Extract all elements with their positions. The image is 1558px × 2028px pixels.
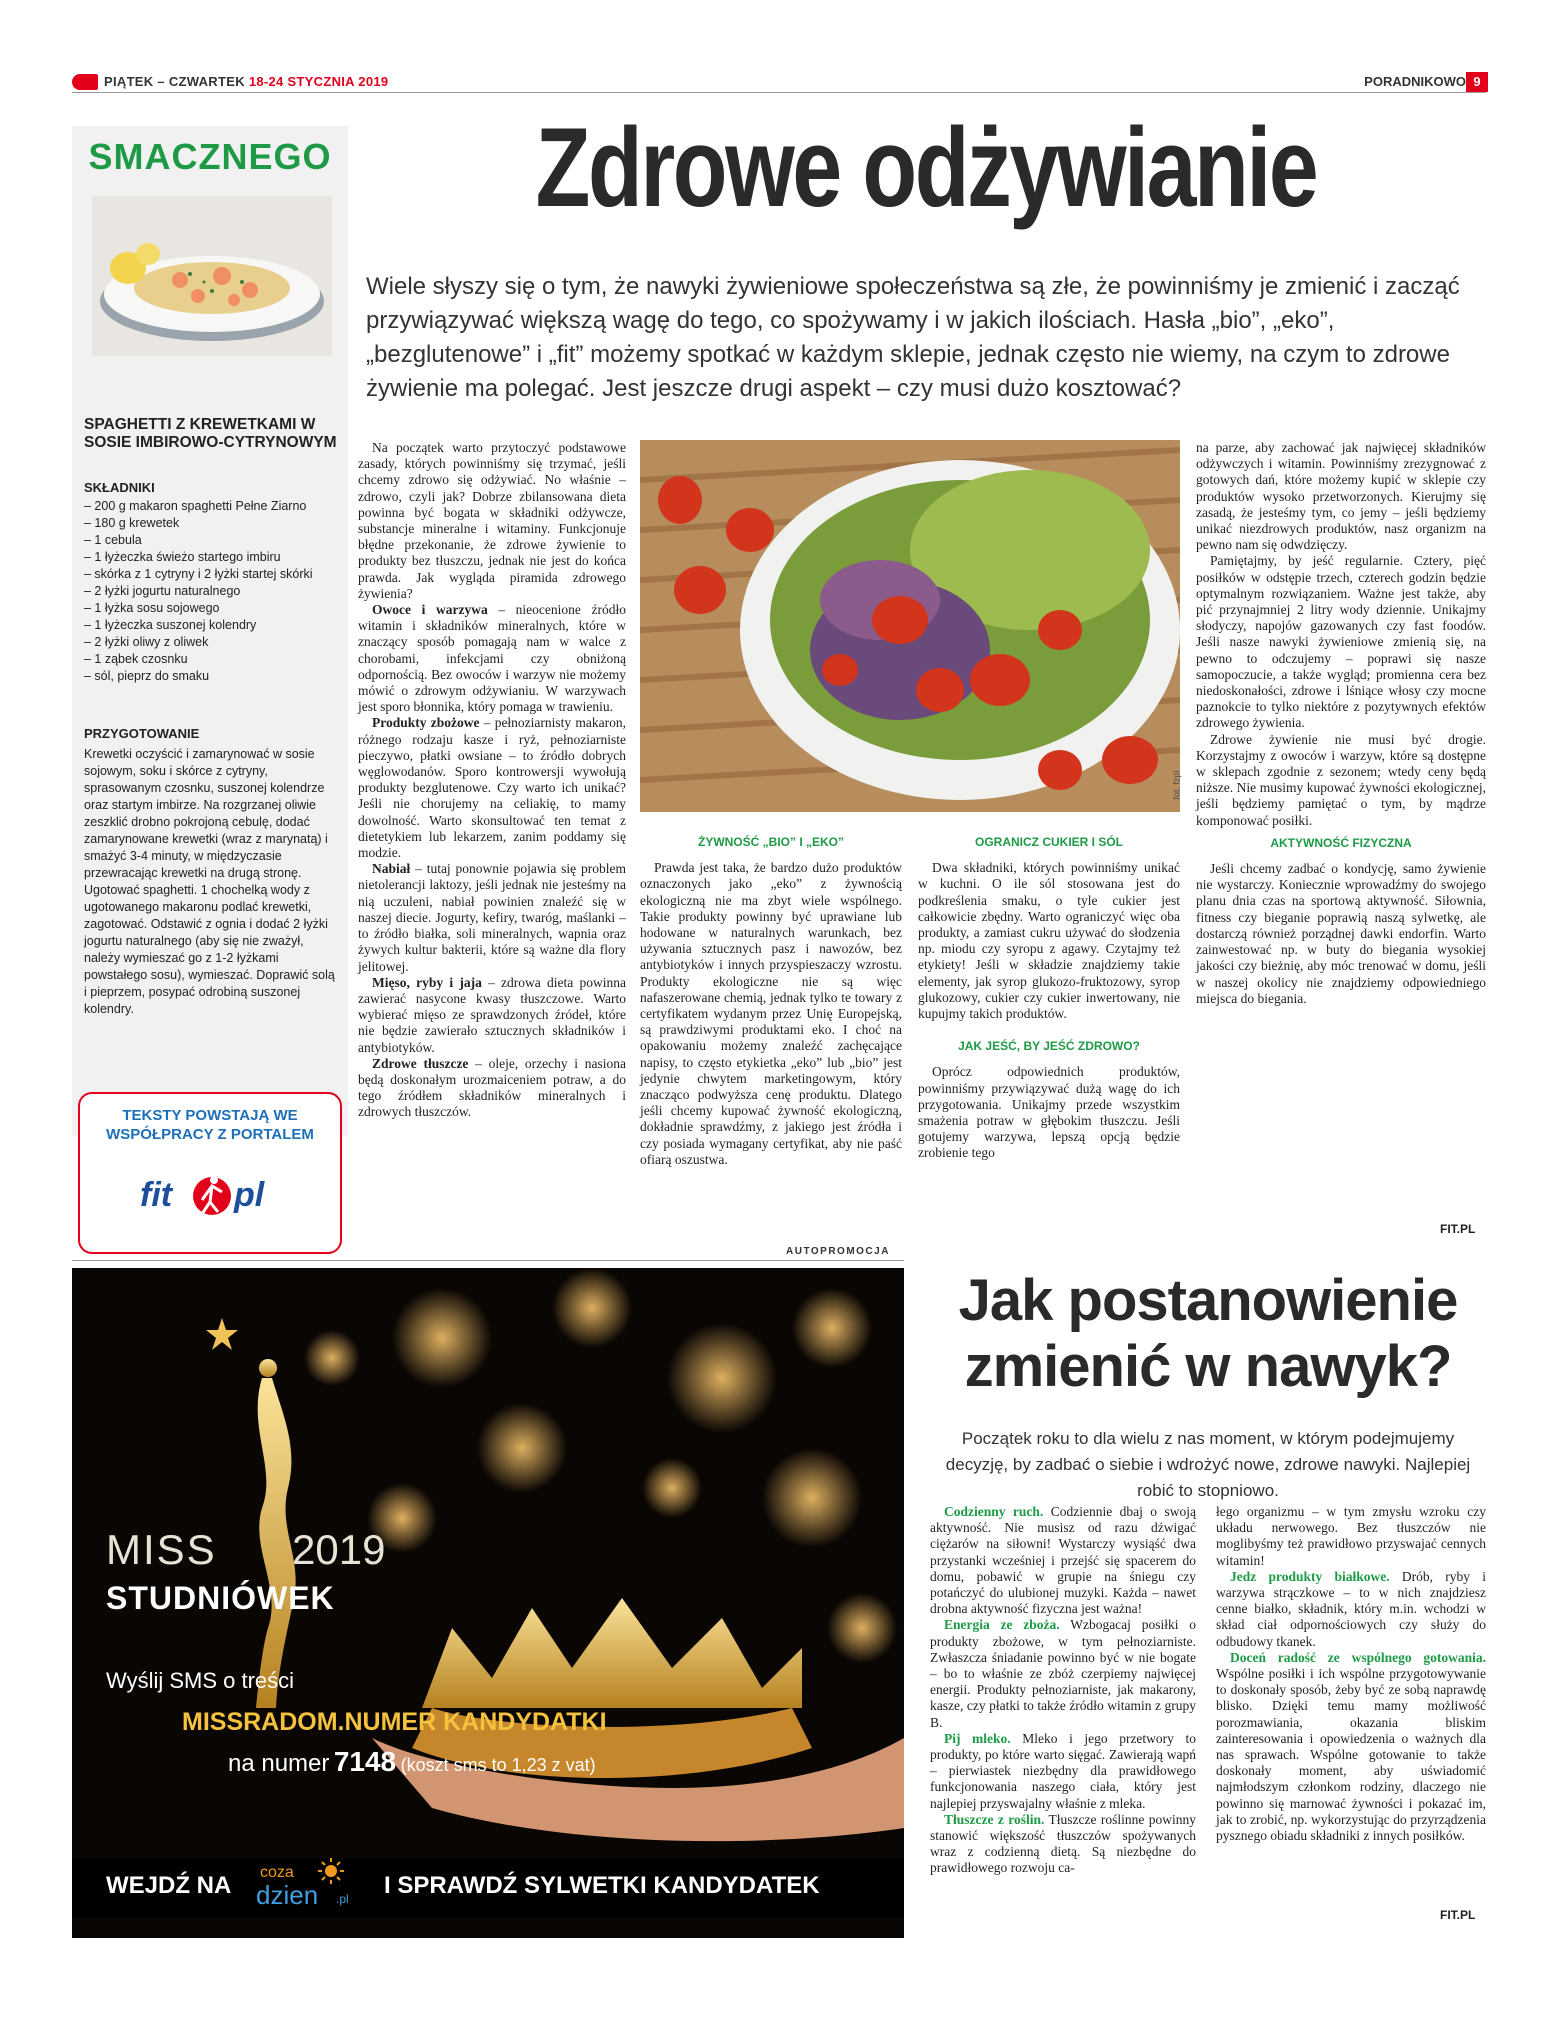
ad-rule [72, 1260, 904, 1261]
ad-studniowek: STUDNIÓWEK [106, 1580, 335, 1616]
header-rule [72, 92, 1486, 93]
sidebar-title: SMACZNEGO [88, 136, 332, 177]
paragraph: Dwa składniki, których powinniśmy unikać w kuchni. O ile sól stosowana jest do podkreślenia smaku, o tyle cukier jest całkowicie zbędny. Warto ograniczyć więc oba produkty, a zamiast cukru używać do słodzenia np. miodu czy syropu z agawy. Czytajmy też etykiety! Jeśli w składzie znajdziemy takie elementy, jak syrop glukozo-fruktozowy, syrop glukozowy, cukier czy cukier inwertowany, nie kupujmy takich produktów. [918, 860, 1180, 1022]
paragraph: Tłuszcze z roślin. Tłuszcze roślinne powinny stanowić większość tłuszczów spożywanych wraz z codzienną dietą. Są niezbędne do prawidłowego rozwoju ca- [930, 1811, 1197, 1876]
subheading-sugar-salt: OGRANICZ CUKIER I SÓL [974, 835, 1123, 849]
salad-photo [640, 440, 1180, 812]
publisher-logo [72, 74, 98, 90]
prep-text: Krewetki oczyścić i zamarynować w sosie sojowym, soku i skórce z cytryny, sprasowanym czosnku, suszonej kolendrze oraz startym imbirze. Na rozgrzanej oliwie zeszklić drobno pokrojoną cebulę, dodać zamarynowane krewetki (wraz z marynatą) i smażyć 3-4 minuty, w międzyczasie przewracając krewetki na drugą stronę. Ugotować spaghetti. 1 chochelką wody z ugotowanego makaronu podlać krewetki, zagotować. Odstawić z ognia i dodać 2 łyżki jogurtu naturalnego (aby się nie zważył, należy wymieszać go z 1-2 łyżkami powstałego sosu), wymieszać. Doprawić solą i pieprzem, posypać odrobiną suszonej kolendry. [84, 747, 335, 1016]
page-number: 9 [1466, 72, 1488, 92]
paragraph: Nabiał – tutaj ponownie pojawia się problem nietolerancji laktozy, jeśli jednak nie jesteśmy na nią uczuleni, nabiał powinien znaleźć się w naszej diecie. Jogurty, kefiry, twaróg, maślanki – to źródło białka, soli mineralnych, wapnia oraz żywych kultur bakterii, które są ważne dla flory jelitowej. [358, 861, 626, 974]
subheading-how-to-eat: JAK JEŚĆ, BY JEŚĆ ZDROWO? [958, 1039, 1140, 1054]
article2-lead: Początek roku to dla wielu z nas moment, w którym podejmujemy decyzję, by zadbać o siebie i wdrożyć nowe, zdrowe nawyki. Najlepiej robić to stopniowo. [945, 1429, 1471, 1500]
paragraph: Produkty zbożowe – pełnoziarnisty makaron, różnego rodzaju kasze i ryż, pełnoziarniste pieczywo, płatki owsiane – to źródło dobrych węglowodanów. Sporo kontrowersji wywołują produkty bezglutenowe. Czy warto ich unikać? Jeśli nie chorujemy na celiakię, to mamy dowolność. Warto skonsultować ten temat z dietetykiem lub lekarzem, zanim poddamy się modzie. [358, 715, 626, 861]
subheading-physical-activity: AKTYWNOŚĆ FIZYCZNA [1270, 835, 1412, 850]
ad-year: 2019 [292, 1526, 386, 1573]
list-item: – sól, pieprz do smaku [84, 669, 210, 683]
paragraph: Pamiętajmy, by jeść regularnie. Cztery, pięć posiłków w odstępie trzech, czterech godzin będzie optymalnym rozwiązaniem. Ważne jest także, aby pić przynajmniej 2 litry wody dziennie. Unikajmy słodyczy, napojów gazowanych czy fast foodów. Jeśli nasze nawyki żywieniowe zmienią się, na pewno to odczujemy – poprawi się nasze samopoczucie, a także wygląd; promienna cera bez niedoskonałości, zdrowe i lśniące włosy czy mocne paznokcie to tylko niektóre z pozytywnych efektów zdrowego żywienia. [1196, 553, 1486, 731]
list-item: – 1 łyżeczka świeżo startego imbiru [84, 550, 281, 564]
paragraph: Jedz produkty białkowe. Drób, ryby i warzywa strączkowe – to w nich znajdziesz cenne białko, składnik, który m.in. wchodzi w skład ciał odpornościowych czy służy do odbudowy tkanek. [1216, 1568, 1486, 1649]
recipe-sidebar [72, 126, 348, 1214]
article2-title: Jak postanowienie zmienić w nawyk? [958, 1268, 1458, 1399]
ad-cta-bar: WEJDŹ NA coza dzien .pl I SPRAWDŹ SYLWETKI KANDYDATEK [72, 1858, 904, 1918]
ad-miss: MISS [106, 1526, 217, 1573]
ad-sms-line: Wyślij SMS o treści [106, 1668, 295, 1693]
article2-source: FIT.PL [1440, 1908, 1476, 1922]
ad-sms-code: MISSRADOM.NUMER KANDYDATKI [182, 1708, 607, 1736]
paragraph: Codzienny ruch. Codziennie dbaj o swoją aktywność. Nie musisz od razu dźwigać ciężarów na siłowni! Wystarczy wysiąść dwa przystanki wcześniej i przejść się spacerem do domu, pobawić w grupie na śniegu czy potańczyć do ulubionej muzyki. Każda – nawet drobna aktywność fizyczna jest ważna! [930, 1504, 1196, 1617]
ingredients-heading: SKŁADNIKI [84, 480, 155, 495]
article-column-3 [918, 828, 1180, 1162]
list-item: – 180 g krewetek [84, 516, 180, 530]
article-column-2 [640, 828, 902, 1168]
article-title: Zdrowe odżywianie [535, 105, 1317, 230]
paragraph: Zdrowe żywienie nie musi być drogie. Korzystajmy z owoców i warzyw, które są dostępne w sklepach zgodnie z sezonem; wtedy ceny będą niższe. Nie musimy kupować żywności ekologicznej, jeśli będziemy pamiętać o tym, by mądrze komponować posiłki. [1196, 731, 1486, 828]
article-column-4 [1196, 440, 1486, 1007]
pasta-dish-photo [92, 196, 332, 356]
paragraph: łego organizmu – w tym zmysłu wzroku czy układu nerwowego. Bez tłuszczów nie moglibyśmy też prawidłowo przyswajać cennych witamin! [1216, 1504, 1486, 1568]
paragraph: Energia ze zboża. Wzbogacaj posiłki o produkty zbożowe, w tym pełnoziarniste. Zwłaszcza śniadanie powinno być w nie bogate – bo to właśnie ze zbóż czerpiemy najwięcej energii. Produkty pełnoziarniste, jak makarony, kasze, czy płatki to także źródło witamin z grupy B. [930, 1617, 1196, 1730]
cozadzien-logo: coza dzien .pl [254, 1858, 364, 1916]
partner-box-text: TEKSTY POWSTAJĄ WE WSPÓŁPRACY Z PORTALEM [106, 1107, 314, 1143]
article2-column-2 [1216, 1504, 1486, 1844]
list-item: – skórka z 1 cytryny i 2 łyżki startej skórki [84, 567, 313, 581]
list-item: – 2 łyżki oliwy z oliwek [84, 635, 209, 649]
article-column-1 [358, 440, 626, 1121]
paragraph: Prawda jest taka, że bardzo dużo produktów oznaczonych jako „eko” z żywnością ekologiczną nie ma zbyt wiele wspólnego. Takie produkty powinny być uprawiane lub hodowane w naturalnych warunkach, bez używania sztucznych pasz i nawozów, bez antybiotyków i innych przyspieszaczy wzrostu. Produkty ekologiczne nie są więc nafaszerowane chemią, jednak tylko te towary z certyfikatem wydanym przez Unię Europejską, są prawdziwymi produktami eko. I choć na opakowaniu możemy znaleźć zachęcające napisy, to często etykietka „eko” lub „bio” jest jedynie chwytem marketingowym, który znacząco podwyższa cenę produktu. Dlatego jeśli chcemy kupować żywność ekologiczną, dokładnie sprawdźmy, z jakiego jest źródła i czy posiada wymagany certyfikat, aby nie paść ofiarą oszustwa. [640, 860, 902, 1167]
paragraph: Oprócz odpowiednich produktów, powinniśmy przywiązywać dużą wagę do ich przygotowania. Unikajmy przede wszystkim smażenia potraw w głębokim tłuszczu. Jeśli gotujemy warzywa, lepszą opcją będzie zrobienie tego [918, 1064, 1180, 1161]
article-lead: Wiele słyszy się o tym, że nawyki żywieniowe społeczeństwa są złe, że powinniśmy je zmienić i zacząć przywiązywać większą wagę do tego, co spożywamy i w jakich ilościach. Hasła „bio”, „eko”, „bezglutenowe” i „fit” możemy spotkać w każdym sklepie, jednak często nie wiemy, na czym to zdrowe żywienie ma polegać. Jest jeszcze drugi aspekt – czy musi dużo kosztować? [366, 273, 1460, 402]
list-item: – 2 łyżki jogurtu naturalnego [84, 584, 241, 598]
ingredients-list [84, 498, 340, 685]
ad-number-line: na numer 7148 (koszt sms to 1,23 z vat) [228, 1746, 596, 1777]
list-item: – 1 cebula [84, 533, 142, 547]
subheading-bio-eko: ŻYWNOŚĆ „BIO” I „EKO” [697, 835, 844, 849]
section-name: PORADNIKOWO [1364, 74, 1466, 89]
paragraph: Doceń radość ze wspólnego gotowania. Wspólne posiłki i ich wspólne przygotowywanie to doskonały sposób, żeby być ze sobą naprawdę blisko. Dzięki temu mamy możliwość porozmawiania, okazania bliskim zainteresowania i opowiedzenia o ważnych dla nas sprawach. Wspólne gotowanie to także doskonały moment, aby uświadomić najmłodszym członkom rodziny, dlaczego nie powinno się marnować żywności i pokazać im, jak to zrobić, np. wykorzystując do przyrządzenia pysznego obiadu składniki z innych posiłków. [1216, 1649, 1486, 1844]
issue-date: PIĄTEK – CZWARTEK 18-24 STYCZNIA 2019 [104, 74, 389, 89]
runner-icon [192, 1166, 232, 1224]
article2-column-1 [930, 1504, 1196, 1877]
partner-box [78, 1092, 342, 1254]
paragraph: Mięso, ryby i jaja – zdrowa dieta powinna zawierać nasycone kwasy tłuszczowe. Warto wybierać mięso ze sprawdzonych źródeł, które nie będzie zawierało sztucznych składników i antybiotyków. [358, 974, 626, 1055]
miss-studniowek-ad [72, 1268, 904, 1938]
sun-icon [318, 1858, 344, 1884]
recipe-title: SPAGHETTI Z KREWETKAMI W SOSIE IMBIROWO-CYTRYNOWYM [84, 416, 337, 451]
list-item: – 1 ząbek czosnku [84, 652, 188, 666]
prep-heading: PRZYGOTOWANIE [84, 726, 200, 741]
fit-pl-logo: fit pl [140, 1166, 280, 1226]
photo-credit: fot. fzpl [1171, 770, 1182, 800]
paragraph: na parze, aby zachować jak najwięcej składników odżywczych i witamin. Powinniśmy zrezygnować z gotowych dań, które możemy kupić w sklepie czy produktów wysoko przetworzonych. Kierujmy się zasadą, że jesteśmy tym, co jemy – jeśli będziemy unikać niezdrowych produktów, nasz organizm na pewno nam się odwdzięczy. [1196, 440, 1486, 553]
list-item: – 1 łyżka sosu sojowego [84, 601, 220, 615]
paragraph: Na początek warto przytoczyć podstawowe zasady, których powinniśmy się trzymać, jeśli chcemy zdrowo się odżywiać. No właśnie – zdrowo, czyli jak? Dobrze zbilansowana dieta powinna być bogata w składniki odżywcze, substancje mineralne i witaminy. Funkcjonuje błędne przekonanie, że zdrowe żywienie to produkty bez tłuszczu, jednak nie jest do końca prawda. Jak wygląda piramida zdrowego żywienia? [358, 440, 626, 601]
ad-label: AUTOPROMOCJA [786, 1246, 890, 1257]
list-item: – 200 g makaron spaghetti Pełne Ziarno [84, 499, 307, 513]
paragraph: Zdrowe tłuszcze – oleje, orzechy i nasiona będą doskonałym urozmaiceniem potraw, a do tego źródłem składników mineralnych i zdrowych tłuszczów. [358, 1055, 626, 1120]
paragraph: Pij mleko. Mleko i jego przetwory to produkty, po które warto sięgać. Zawierają wapń – pierwiastek niezbędny dla prawidłowego funkcjonowania naszego ciała, który jest najlepiej przyswajalny właśnie z mleka. [930, 1730, 1196, 1811]
paragraph: Jeśli chcemy zadbać o kondycję, samo żywienie nie wystarczy. Koniecznie wprowadźmy do swojego planu dnia czas na sportową aktywność. Siłownia, fitness czy bieganie poprawią naszą sylwetkę, ale dostarczą również porządnej dawki endorfin. Warto zainwestować np. w buty do biegania wysokiej jakości czy bieżnię, aby móc trenować w domu, jeśli w naszej okolicy nie znajdziemy odpowiedniego miejsca do biegania. [1196, 861, 1486, 1006]
paragraph: Owoce i warzywa – nieocenione źródło witamin i składników mineralnych, które w znaczący sposób pomagają nam w walce z chorobami, infekcjami czy obniżoną odpornością. Bez owoców i warzyw nie możemy mówić o zdrowym odżywianiu. W warzywach jest sporo błonnika, który pomaga w trawieniu. [358, 602, 626, 715]
article-source: FIT.PL [1440, 1222, 1476, 1236]
list-item: – 1 łyżeczka suszonej kolendry [84, 618, 257, 632]
